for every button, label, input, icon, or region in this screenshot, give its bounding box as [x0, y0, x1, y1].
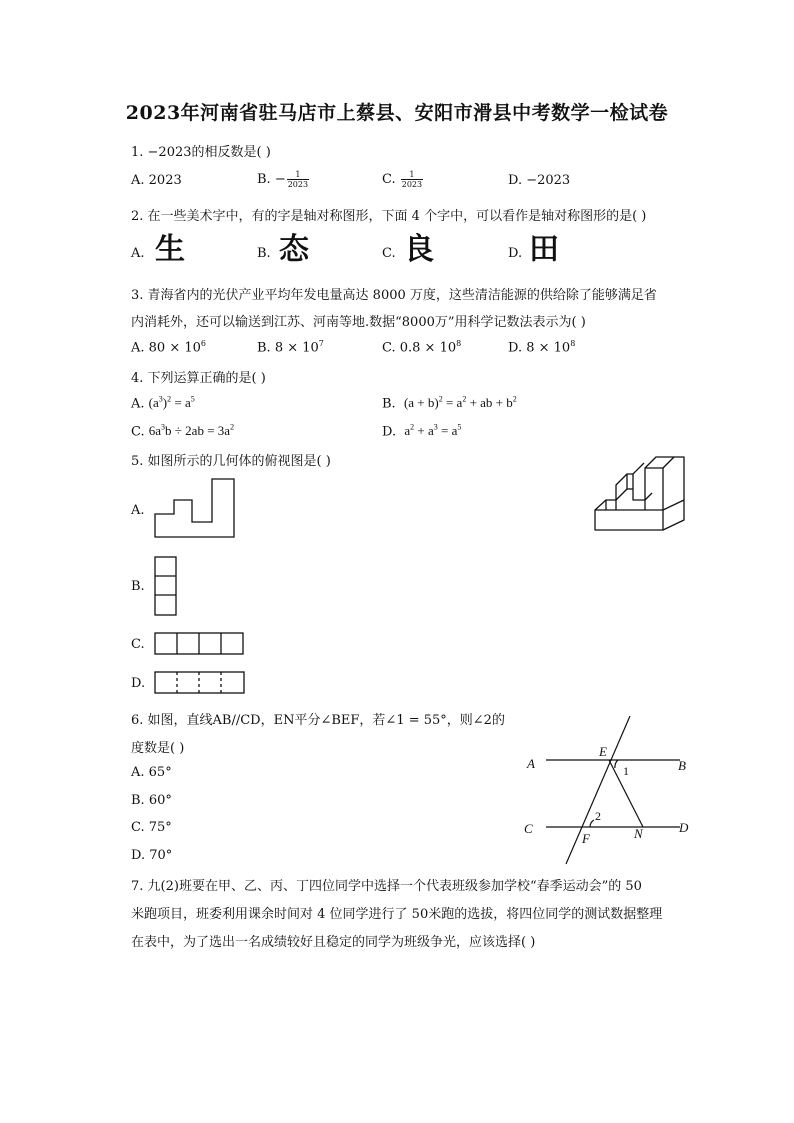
q3-option-d	[508, 339, 575, 355]
q1-option-b-prefix: B. −	[257, 172, 286, 187]
q1-option-c	[382, 170, 423, 189]
q3-a-exponent: 6	[200, 339, 206, 348]
question-7-line2: 米跑项目，班委利用课余时间对 4 位同学进行了 50米跑的选拔，将四位同学的测试数据整理	[131, 907, 663, 922]
label-e: E	[599, 744, 607, 759]
question-4-stem: 4. 下列运算正确的是( )	[131, 371, 266, 386]
q5-solid-figure	[590, 455, 690, 533]
q4-c-expression: $6a^3b \div 2ab = 3a^2$	[148, 423, 235, 439]
label-d: D	[679, 820, 689, 835]
question-7-line3: 在表中，为了选出一名成绩较好且稳定的同学为班级争光，应该选择( )	[131, 935, 536, 950]
angle-1-arc	[615, 760, 618, 768]
q3-b-base: B. 8 × 10	[257, 340, 319, 356]
q5-option-d-figure	[152, 669, 248, 697]
q5-option-a-label: A.	[131, 503, 145, 518]
question-3-stem-line2: 内消耗外，还可以输送到江苏、河南等地.数据“8000万”用科学记数法表示为( )	[131, 315, 586, 330]
q1-option-d: D. −2023	[508, 173, 571, 188]
q3-c-exponent: 8	[456, 339, 462, 348]
q4-a-label: A.	[131, 396, 145, 412]
fraction-denominator: 2023	[287, 180, 309, 189]
question-6-stem-line1: 6. 如图，直线AB//CD，EN平分∠BEF，若∠1 = 55°，则∠2的	[131, 713, 505, 728]
q2-option-a-char: 生	[155, 232, 185, 267]
exam-title: 2023年河南省驻马店市上蔡县、安阳市滑县中考数学一检试卷	[125, 102, 669, 124]
q3-c-base: C. 0.8 × 10	[382, 340, 457, 356]
q2-option-a-label: A.	[131, 246, 145, 261]
fraction-numerator: 1	[401, 170, 423, 180]
label-f: F	[582, 831, 590, 846]
q3-a-base: A. 80 × 10	[131, 340, 201, 356]
q6-option-d: D. 70°	[131, 848, 173, 863]
question-7-line1: 7. 九(2)班要在甲、乙、丙、丁四位同学中选择一个代表班级参加学校“春季运动会”的 50	[131, 879, 642, 894]
q3-option-c	[382, 339, 461, 355]
q5-option-c-label: C.	[131, 637, 145, 652]
q6-option-c: C. 75°	[131, 820, 172, 835]
q1-option-c-fraction	[401, 170, 423, 189]
q5-option-a-figure	[152, 476, 238, 540]
q2-option-d-label: D.	[508, 246, 523, 261]
question-3-stem-line1: 3. 青海省内的光伏产业平均年发电量高达 8000 万度，这些清洁能源的供给除了能够满足省	[131, 288, 657, 303]
angle-2-arc	[590, 820, 594, 827]
q4-b-label: B.	[382, 396, 396, 412]
q4-d-expression: $a^2 + a^3 = a^5$	[404, 423, 462, 439]
q3-option-b	[257, 339, 324, 355]
label-angle-1: 1	[623, 764, 629, 778]
q5-option-d-label: D.	[131, 676, 146, 691]
q1-option-c-prefix: C.	[382, 172, 400, 187]
q1-option-b	[257, 170, 309, 189]
q3-option-a	[131, 339, 206, 355]
question-1-stem: 1. −2023的相反数是( )	[131, 145, 271, 160]
q4-option-d	[382, 423, 461, 439]
q4-b-expression: $(a + b)^2 = a^2$ + ab + $b^2$	[403, 395, 517, 411]
q5-option-b-label: B.	[131, 579, 145, 594]
label-a: A	[527, 756, 535, 771]
q6-parallel-lines-figure	[520, 712, 700, 870]
q4-option-c	[131, 423, 234, 439]
question-6-stem-line2: 度数是( )	[131, 741, 185, 756]
q6-option-a: A. 65°	[131, 765, 172, 780]
q2-option-b-char: 态	[279, 232, 309, 267]
transversal-ef	[566, 716, 630, 864]
fraction-denominator: 2023	[401, 180, 423, 189]
q3-d-exponent: 8	[570, 339, 576, 348]
q4-c-label: C.	[131, 424, 145, 440]
q4-option-b	[382, 395, 517, 411]
q5-option-c-figure	[152, 630, 246, 658]
q6-option-b: B. 60°	[131, 793, 172, 808]
q2-option-c-label: C.	[382, 246, 396, 261]
q4-option-a	[131, 395, 195, 411]
q5-option-b-figure	[152, 555, 180, 617]
label-n: N	[634, 826, 643, 841]
q4-d-label: D.	[382, 424, 397, 440]
question-5-stem: 5. 如图所示的几何体的俯视图是( )	[131, 454, 331, 469]
q4-a-expression: $(a^3)^2 = a^5$	[148, 395, 195, 411]
fraction-numerator: 1	[287, 170, 309, 180]
label-c: C	[524, 821, 533, 836]
q2-option-c-char: 良	[404, 232, 434, 267]
label-angle-2: 2	[595, 809, 601, 823]
q2-option-d-char: 田	[529, 232, 559, 267]
label-b: B	[678, 758, 686, 773]
question-2-stem: 2. 在一些美术字中，有的字是轴对称图形，下面 4 个字中，可以看作是轴对称图形的是( )	[131, 209, 647, 224]
q3-d-base: D. 8 × 10	[508, 340, 571, 356]
q1-option-a: A. 2023	[131, 173, 182, 188]
q1-option-b-fraction	[287, 170, 309, 189]
q3-b-exponent: 7	[318, 339, 324, 348]
q2-option-b-label: B.	[257, 246, 271, 261]
